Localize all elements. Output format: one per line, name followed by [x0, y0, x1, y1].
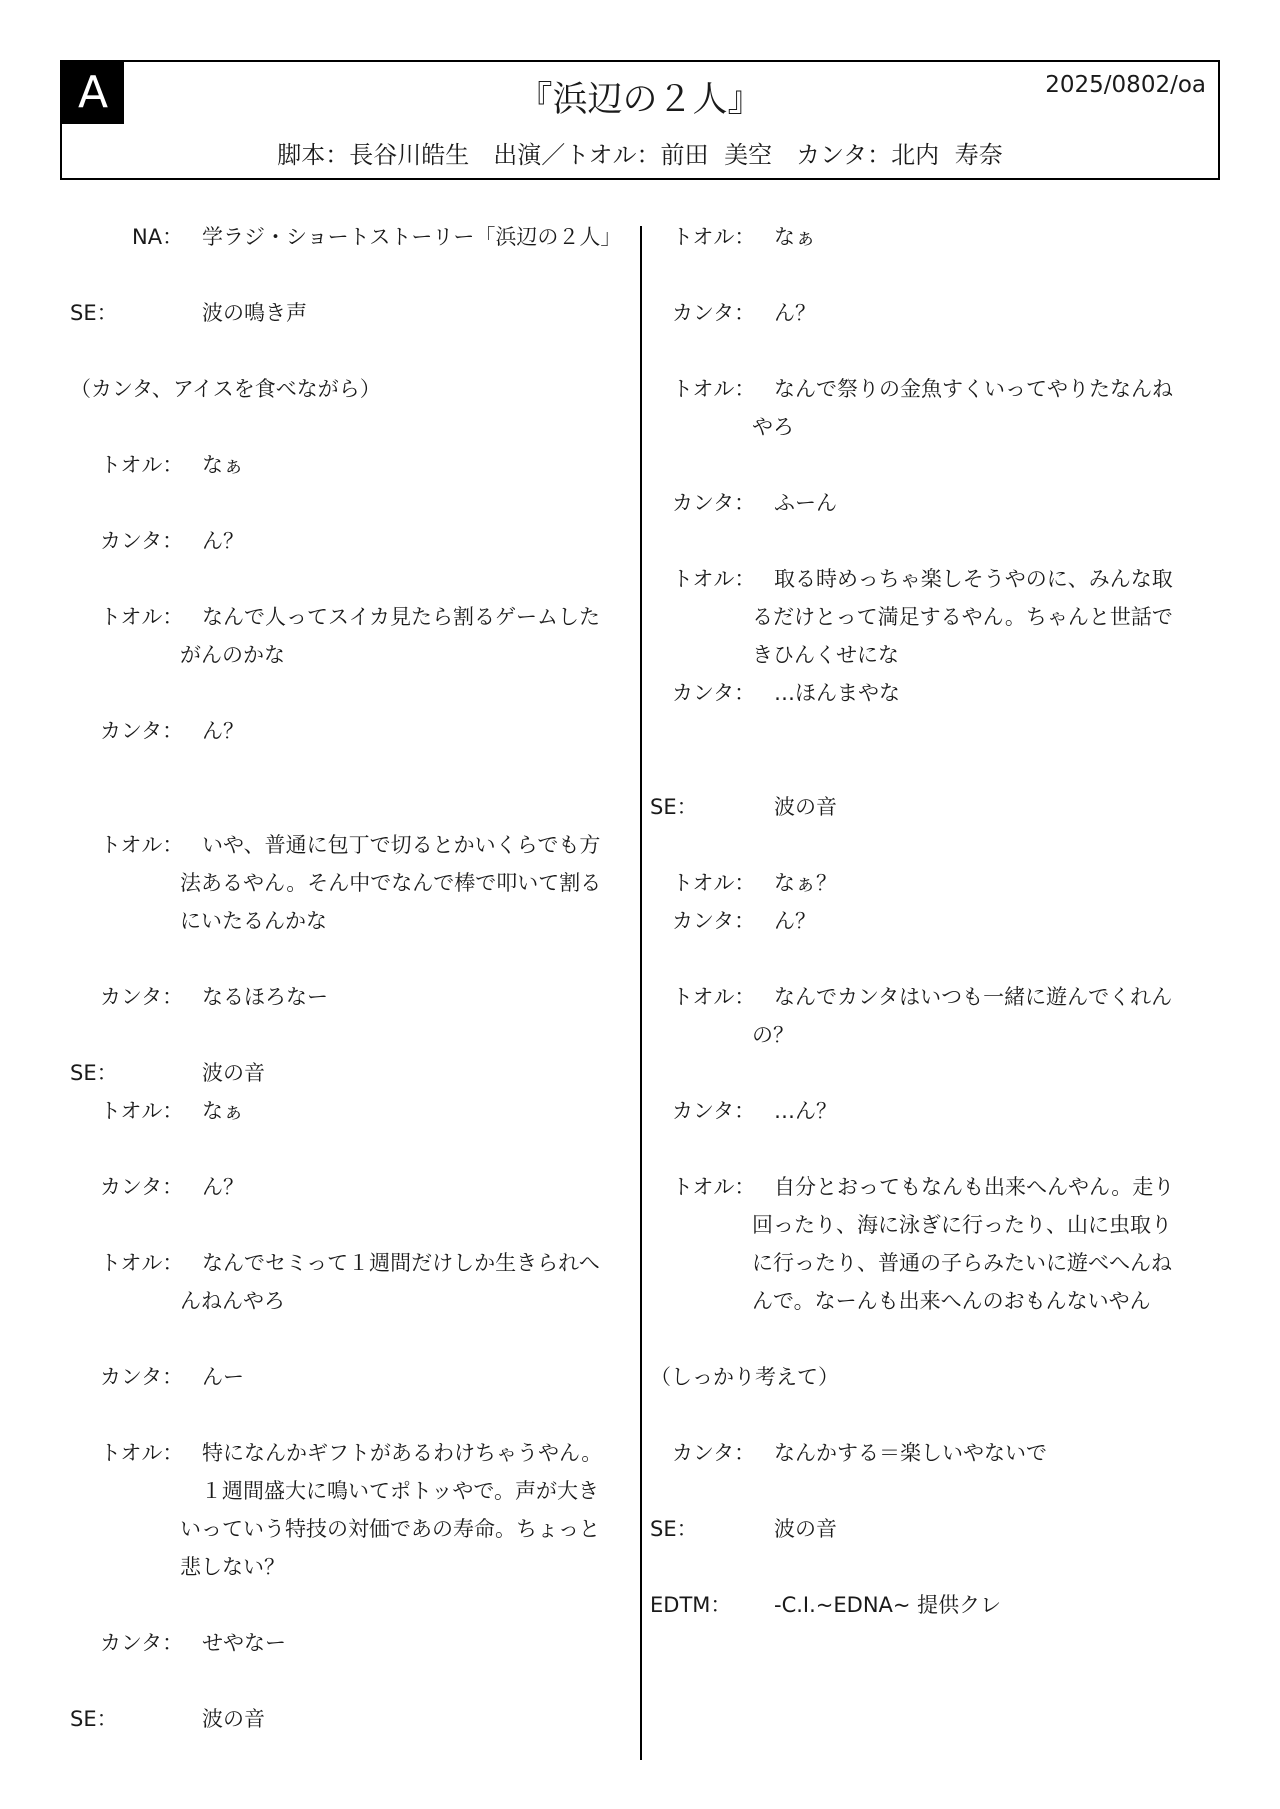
dialogue-text: なんでカンタはいつも一緒に遊んでくれん [774, 985, 1173, 1009]
speaker-label: カンタ： [100, 1631, 184, 1655]
dialogue-line [70, 1168, 615, 1206]
speaker-label: カンタ： [672, 909, 756, 933]
dialogue-text: なんでセミって１週間だけしか生きられへ [202, 1251, 600, 1275]
dialogue-line [70, 446, 615, 484]
speaker-label: トオル： [672, 567, 756, 591]
dialogue-text: 波の音 [774, 1517, 837, 1541]
column-divider [640, 226, 642, 1760]
dialogue-text: なぁ [202, 453, 244, 477]
dialogue-line [650, 1510, 1195, 1548]
dialogue-text-continued: に行ったり、普通の子らみたいに遊べへんね [752, 1251, 1172, 1275]
dialogue-text: 波の音 [202, 1707, 265, 1731]
dialogue-line [650, 218, 1195, 256]
dialogue-text-continued: んで。なーんも出来へんのおもんないやん [752, 1289, 1151, 1313]
speaker-label: トオル： [100, 453, 184, 477]
speaker-label: トオル： [672, 377, 756, 401]
dialogue-text: ん？ [202, 1175, 244, 1199]
dialogue-text: なんで祭りの金魚すくいってやりたなんね [774, 377, 1173, 401]
speaker-label: トオル： [672, 225, 756, 249]
dialogue-line [70, 294, 615, 332]
dialogue-line [70, 598, 615, 674]
dialogue-text-continued: 法あるやん。そん中でなんで棒で叩いて割る [180, 871, 602, 895]
speaker-label: トオル： [100, 1251, 184, 1275]
dialogue-line [650, 294, 1195, 332]
dialogue-text-continued: やろ [752, 415, 794, 439]
dialogue-line [650, 1168, 1195, 1320]
script-header [60, 60, 1220, 180]
dialogue-text: ん？ [202, 719, 244, 743]
dialogue-line [650, 484, 1195, 522]
speaker-label: カンタ： [100, 1365, 184, 1389]
dialogue-line [650, 1092, 1195, 1130]
dialogue-line [70, 1092, 615, 1130]
speaker-label: トオル： [100, 833, 184, 857]
dialogue-text: なぁ？ [774, 871, 837, 895]
speaker-label: カンタ： [100, 985, 184, 1009]
speaker-label: SE： [70, 301, 118, 325]
dialogue-line [650, 370, 1195, 446]
dialogue-text-continued: １週間盛大に鳴いてポトッやで。声が大き [180, 1479, 599, 1503]
speaker-label: トオル： [100, 605, 184, 629]
speaker-label: トオル： [672, 1175, 756, 1199]
speaker-label: SE： [70, 1061, 118, 1085]
stage-direction-text: （しっかり考えて） [650, 1365, 839, 1389]
dialogue-line [70, 1700, 615, 1738]
dialogue-text-continued: 悲しない？ [180, 1555, 285, 1579]
dialogue-line [70, 1244, 615, 1320]
dialogue-line [650, 674, 1195, 712]
dialogue-line [70, 1358, 615, 1396]
dialogue-line [70, 1434, 615, 1586]
speaker-label: SE： [650, 1517, 698, 1541]
speaker-label: カンタ： [672, 681, 756, 705]
dialogue-text: …ほんまやな [774, 681, 900, 705]
speaker-label: NA： [132, 225, 184, 249]
dialogue-text: …ん？ [774, 1099, 837, 1123]
dialogue-text: なぁ [774, 225, 816, 249]
dialogue-text-continued: がんのかな [180, 643, 285, 667]
speaker-label: トオル： [672, 985, 756, 1009]
dialogue-text: なるほろなー [202, 985, 328, 1009]
dialogue-text: いや、普通に包丁で切るとかいくらでも方 [202, 833, 601, 857]
dialogue-text-continued: の？ [752, 1023, 794, 1047]
dialogue-line [70, 218, 622, 256]
dialogue-text: なんかする＝楽しいやないで [774, 1441, 1047, 1465]
dialogue-text: 取る時めっちゃ楽しそうやのに、みんな取 [774, 567, 1173, 591]
dialogue-text: んー [202, 1365, 244, 1389]
speaker-label: カンタ： [672, 301, 756, 325]
speaker-label: カンタ： [100, 529, 184, 553]
dialogue-text: 自分とおってもなんも出来へんやん。走り [774, 1175, 1175, 1199]
dialogue-line [650, 978, 1195, 1054]
dialogue-line [70, 1624, 615, 1662]
dialogue-text: ん？ [774, 909, 816, 933]
dialogue-text-continued: にいたるんかな [180, 909, 327, 933]
stage-direction [70, 370, 615, 408]
speaker-label: SE： [650, 795, 698, 819]
speaker-label: SE： [70, 1707, 118, 1731]
dialogue-text-continued: きひんくせにな [752, 643, 899, 667]
speaker-label: トオル： [100, 1099, 184, 1123]
air-date: 2025/0802/oa [1045, 72, 1206, 98]
dialogue-text: 波の音 [774, 795, 837, 819]
dialogue-text: 波の音 [202, 1061, 265, 1085]
script-title: 『浜辺の２人』 [517, 80, 763, 120]
dialogue-text: 波の鳴き声 [202, 301, 307, 325]
speaker-label: カンタ： [672, 1441, 756, 1465]
speaker-label: EDTM： [650, 1593, 732, 1617]
dialogue-line [70, 826, 615, 940]
speaker-label: トオル： [672, 871, 756, 895]
dialogue-text-continued: 回ったり、海に泳ぎに行ったり、山に虫取り [752, 1213, 1172, 1237]
dialogue-text-continued: んねんやろ [180, 1289, 285, 1313]
dialogue-line [650, 788, 1195, 826]
dialogue-line [650, 1586, 1195, 1624]
speaker-label: カンタ： [672, 491, 756, 515]
dialogue-line [650, 1434, 1195, 1472]
dialogue-text: 特になんかギフトがあるわけちゃうやん。 [202, 1441, 603, 1465]
script-credits: 脚本：長谷川皓生 出演／トオル：前田 美空 カンタ：北内 寿奈 [277, 141, 1003, 169]
dialogue-line [70, 978, 615, 1016]
dialogue-line [70, 1054, 615, 1092]
dialogue-text: なんで人ってスイカ見たら割るゲームした [202, 605, 600, 629]
dialogue-line [70, 522, 615, 560]
page-badge: A [62, 62, 124, 124]
dialogue-line [650, 902, 1195, 940]
stage-direction-text: （カンタ、アイスを食べながら） [70, 377, 381, 401]
dialogue-text: ん？ [202, 529, 244, 553]
dialogue-text: なぁ [202, 1099, 244, 1123]
speaker-label: トオル： [100, 1441, 184, 1465]
speaker-label: カンタ： [100, 719, 184, 743]
dialogue-text: せやなー [202, 1631, 286, 1655]
dialogue-line [70, 712, 615, 750]
dialogue-text: ん？ [774, 301, 816, 325]
speaker-label: カンタ： [100, 1175, 184, 1199]
dialogue-line [650, 560, 1195, 674]
dialogue-text: 学ラジ・ショートストーリー「浜辺の２人」 [202, 225, 622, 249]
dialogue-text-continued: いっていう特技の対価であの寿命。ちょっと [180, 1517, 600, 1541]
stage-direction [650, 1358, 1195, 1396]
dialogue-line [650, 864, 1195, 902]
dialogue-text: ふーん [774, 491, 837, 515]
dialogue-text: -C.I.~EDNA~ 提供クレ [774, 1593, 1002, 1617]
speaker-label: カンタ： [672, 1099, 756, 1123]
dialogue-text-continued: るだけとって満足するやん。ちゃんと世話で [752, 605, 1173, 629]
